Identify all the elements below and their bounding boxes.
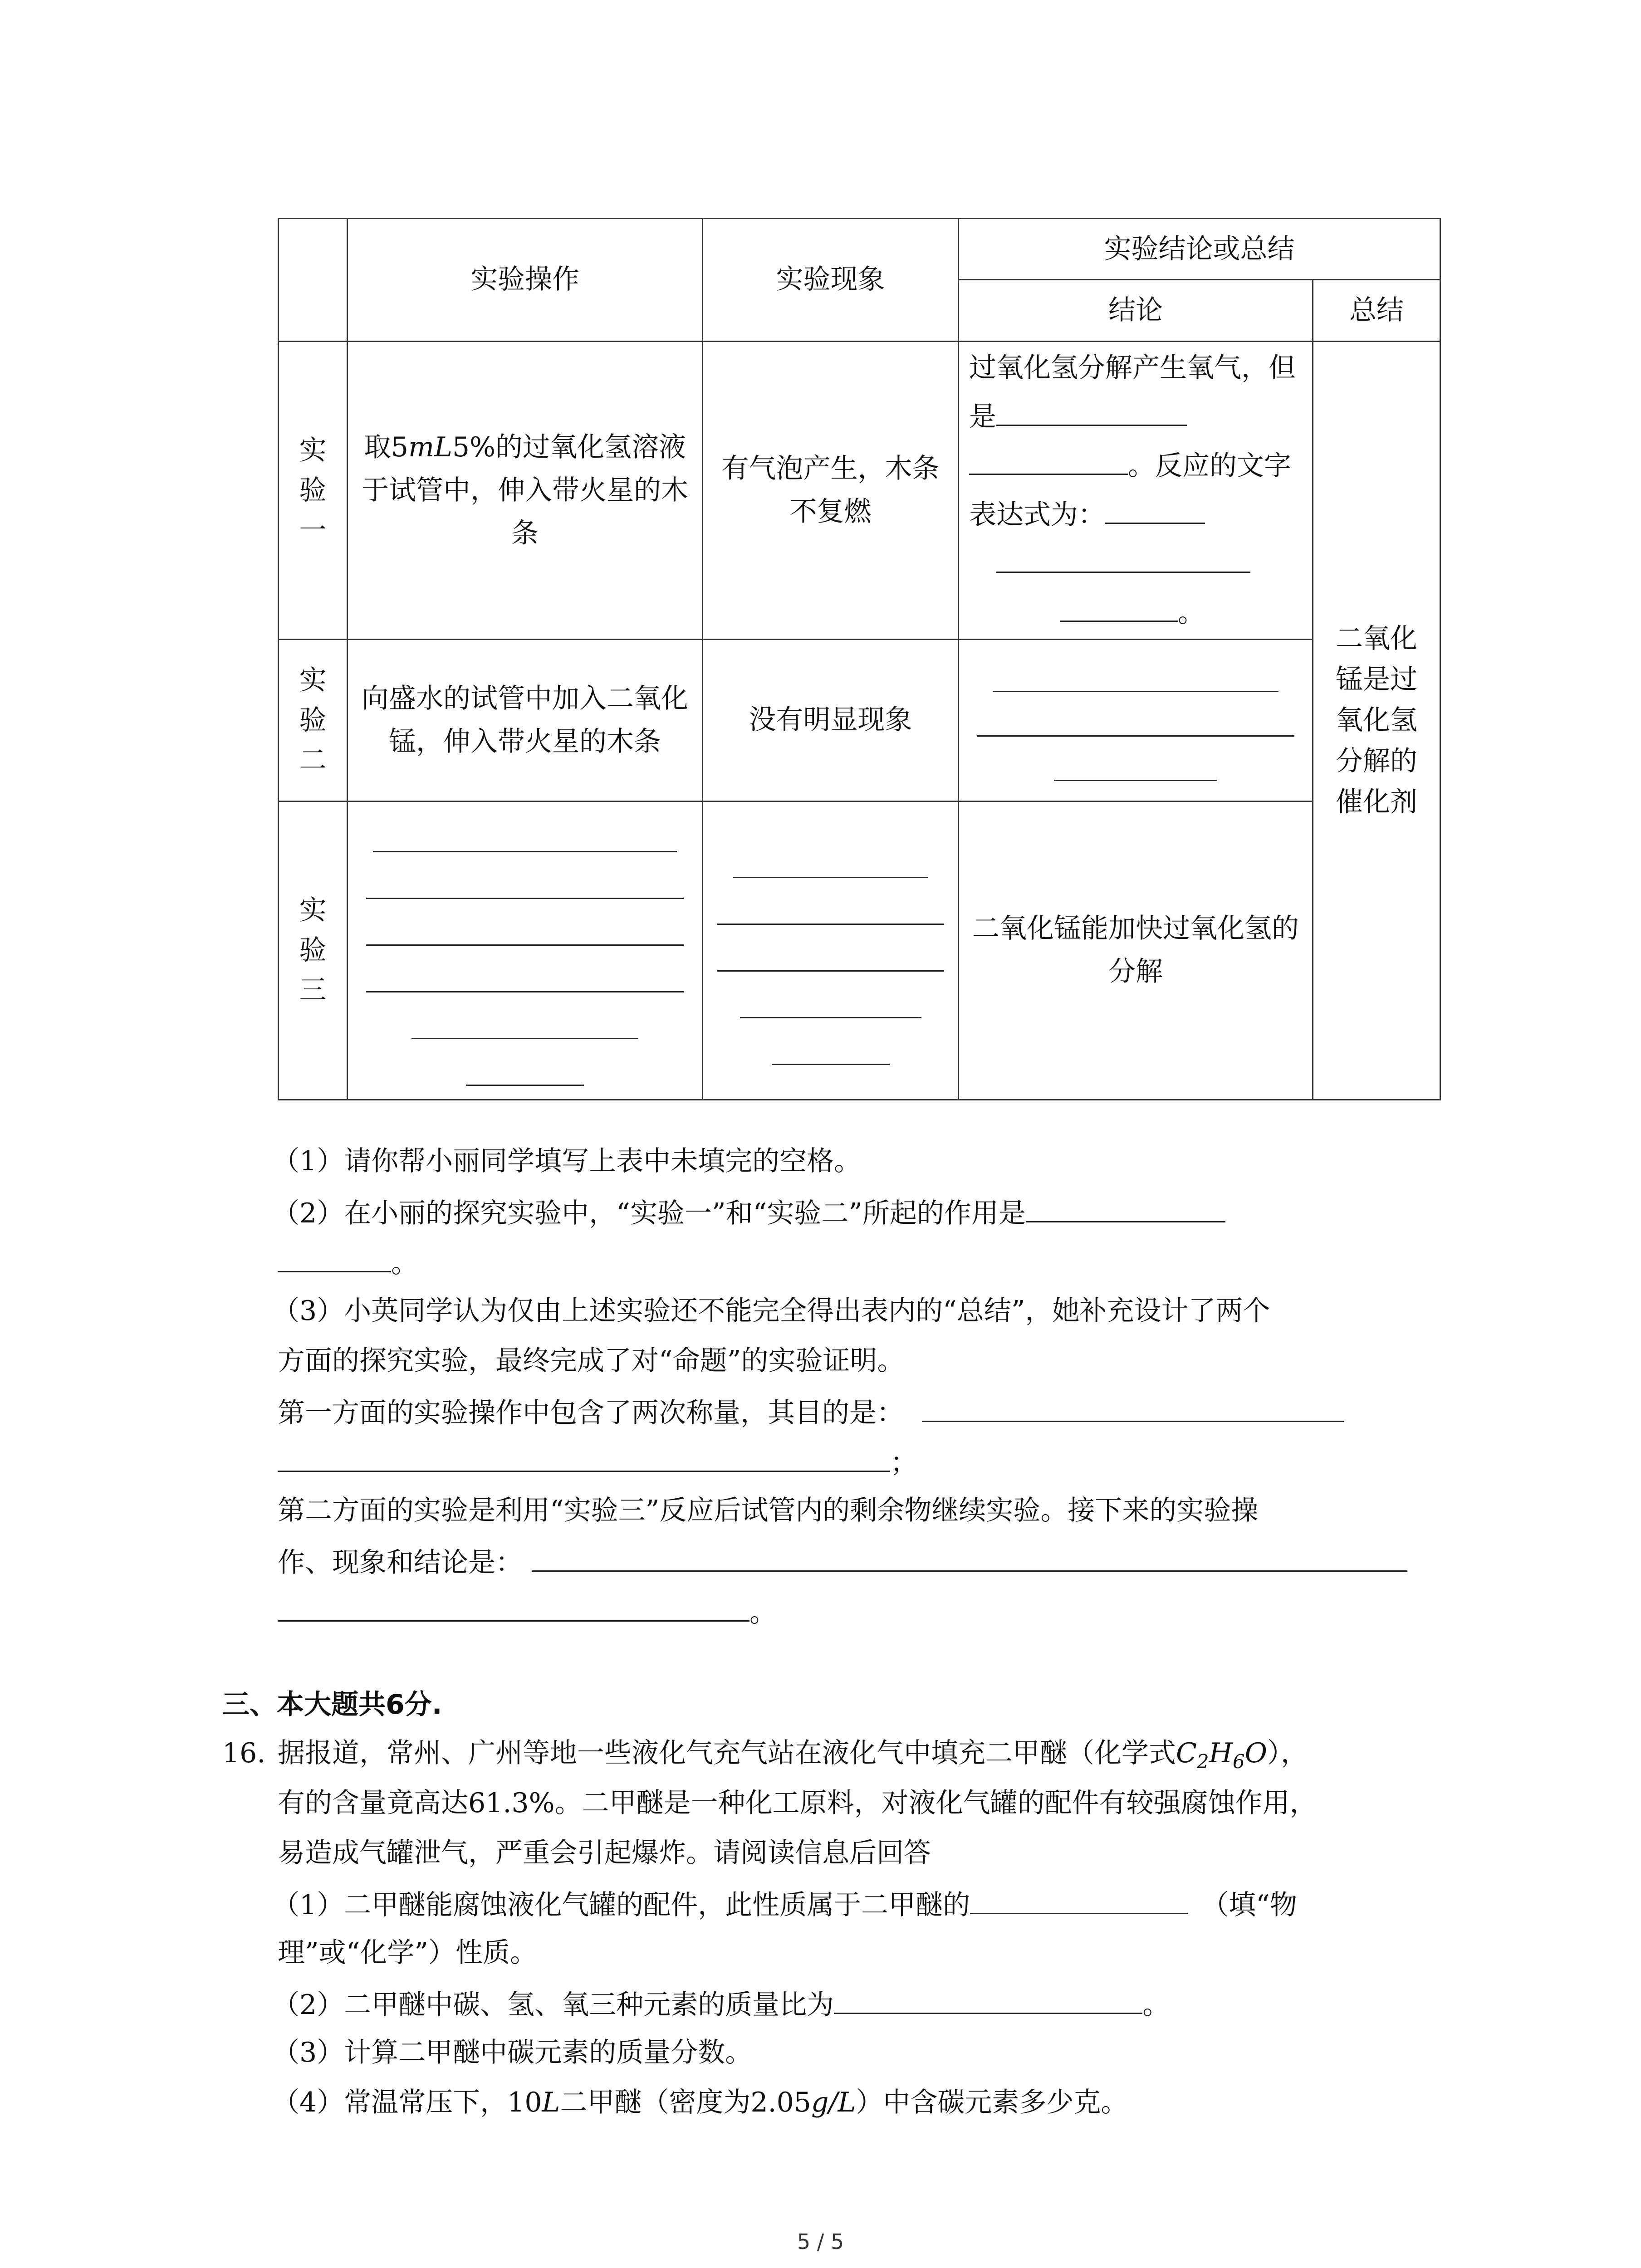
blank-exp2-c[interactable]	[1054, 737, 1217, 781]
question-3-line7: 。	[278, 1588, 777, 1635]
exp1-operation: 取5mL5%的过氧化氢溶液于试管中，伸入带火星的木条	[348, 341, 703, 639]
question-16-sub1: （1）二甲醚能腐蚀液化气罐的配件，此性质属于二甲醚的 （填“物	[272, 1880, 1297, 1928]
header-summary: 总结	[1313, 280, 1440, 341]
blank-exp2-b[interactable]	[977, 692, 1294, 737]
header-operation: 实验操作	[348, 219, 703, 342]
question-2: （2）在小丽的探究实验中，“实验一”和“实验二”所起的作用是	[272, 1188, 1225, 1236]
question-16-sub3: （3）计算二甲醚中碳元素的质量分数。	[272, 2037, 753, 2068]
blank-exp1-c[interactable]	[1105, 490, 1205, 524]
question-2-cont: 。	[278, 1238, 418, 1286]
experiment-table	[278, 218, 1441, 1100]
exp2-phenomenon: 没有明显现象	[703, 640, 959, 801]
row-label-exp2: 实验二	[279, 640, 348, 801]
blank-q2-a[interactable]	[1026, 1188, 1225, 1222]
exp2-operation: 向盛水的试管中加入二氧化锰，伸入带火星的木条	[348, 640, 703, 801]
blank-exp3-op-4[interactable]	[366, 946, 684, 992]
question-3-line6: 作、现象和结论是：	[278, 1538, 1407, 1585]
blank-q3-b[interactable]	[278, 1438, 890, 1472]
blank-q3-a[interactable]	[922, 1388, 1344, 1422]
question-3-line3: 第一方面的实验操作中包含了两次称量，其目的是：	[278, 1388, 1344, 1436]
blank-exp3-op-1[interactable]	[373, 815, 677, 852]
blank-exp3-ph-3[interactable]	[717, 925, 944, 972]
exp1-conclusion: 过氧化氢分解产生氧气，但是 。反应的文字表达式为： 。	[959, 341, 1313, 639]
exp1-phenomenon: 有气泡产生，木条不复燃	[703, 341, 959, 639]
blank-16-2[interactable]	[834, 1980, 1142, 2014]
question-3-line2: 方面的探究实验，最终完成了对“命题”的实验证明。	[278, 1345, 905, 1377]
blank-exp3-op-3[interactable]	[366, 899, 684, 946]
exp3-conclusion: 二氧化锰能加快过氧化氢的分解	[959, 801, 1313, 1100]
question-16-line3: 易造成气罐泄气，严重会引起爆炸。请阅读信息后回答	[278, 1837, 931, 1869]
blank-exp3-ph-4[interactable]	[740, 972, 921, 1018]
header-conclusion: 结论	[959, 280, 1313, 341]
blank-exp3-ph-2[interactable]	[717, 878, 944, 925]
question-3-line4: ；	[278, 1438, 917, 1486]
section-3-title: 三、本大题共6分.	[222, 1689, 442, 1721]
table-corner-cell	[279, 219, 348, 342]
formula-dme: $C_2H_6O$	[1176, 1737, 1267, 1773]
question-16-line1: 据报道，常州、广州等地一些液化气充气站在液化气中填充二甲醚（化学式$C_2H_6O$），	[278, 1737, 1308, 1773]
question-16-sub1-cont: 理”或“化学”）性质。	[278, 1937, 538, 1969]
question-16-line2: 有的含量竟高达61.3%。二甲醚是一种化工原料，对液化气罐的配件有较强腐蚀作用，	[278, 1787, 1317, 1819]
header-conclusion-group: 实验结论或总结	[959, 219, 1440, 280]
blank-q2-b[interactable]	[278, 1238, 391, 1272]
header-phenomenon: 实验现象	[703, 219, 959, 342]
blank-exp1-a[interactable]	[996, 392, 1187, 426]
row-label-exp1: 实验一	[279, 341, 348, 639]
blank-16-1[interactable]	[970, 1880, 1188, 1914]
exp3-phenomenon	[703, 801, 959, 1100]
question-3-line1: （3）小英同学认为仅由上述实验还不能完全得出表内的“总结”，她补充设计了两个	[272, 1295, 1270, 1327]
blank-q3-d[interactable]	[278, 1588, 749, 1622]
page-number: 5 / 5	[797, 2229, 844, 2254]
blank-exp1-e[interactable]	[1060, 588, 1178, 622]
blank-exp3-op-6[interactable]	[466, 1039, 584, 1086]
blank-exp3-op-2[interactable]	[366, 852, 684, 899]
question-16-number: 16.	[222, 1737, 266, 1769]
blank-exp1-d[interactable]	[996, 539, 1250, 573]
blank-q3-c[interactable]	[532, 1538, 1407, 1572]
blank-exp3-ph-5[interactable]	[772, 1018, 890, 1065]
blank-exp2-a[interactable]	[993, 659, 1279, 692]
question-3-line5: 第二方面的实验是利用“实验三”反应后试管内的剩余物继续实验。接下来的实验操	[278, 1495, 1259, 1526]
question-1: （1）请你帮小丽同学填写上表中未填完的空格。	[272, 1145, 862, 1177]
exp3-operation	[348, 801, 703, 1100]
exp2-conclusion	[959, 640, 1313, 801]
blank-exp1-b[interactable]	[969, 441, 1128, 475]
row-label-exp3: 实验三	[279, 801, 348, 1100]
question-16-sub2: （2）二甲醚中碳、氢、氧三种元素的质量比为 。	[272, 1980, 1170, 2028]
blank-exp3-ph-1[interactable]	[733, 836, 928, 878]
summary-cell: 二氧化锰是过氧化氢分解的催化剂	[1313, 341, 1440, 1100]
question-16-sub4: （4）常温常压下，10L二甲醚（密度为2.05g/L）中含碳元素多少克。	[272, 2087, 1128, 2118]
blank-exp3-op-5[interactable]	[411, 992, 638, 1039]
